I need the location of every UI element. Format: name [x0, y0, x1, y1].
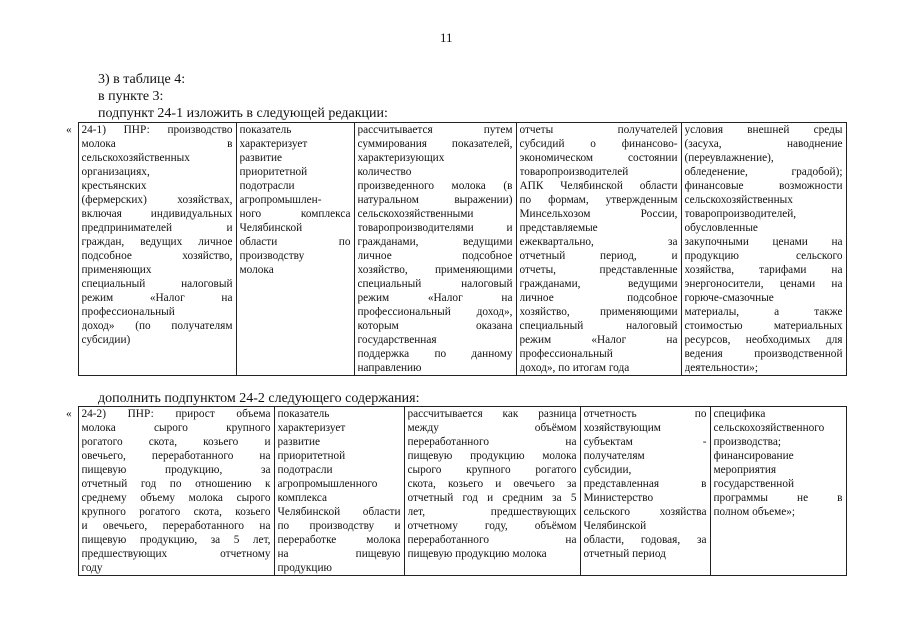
cell-text-line: специальный налоговый [357, 278, 513, 290]
cell-text-line: сырого крупного рогатого [407, 464, 577, 476]
cell-text-line: представленная в [583, 478, 707, 490]
cell-text-line: натуральном выражении) [357, 194, 513, 206]
cell-text-line: пищевую продукцию, за 5 лет, [81, 534, 271, 546]
cell-text-line: финансовые возможности [684, 180, 843, 192]
cell-text-line: отчеты получателей [519, 124, 678, 136]
cell-text-line: АПК Челябинской области [519, 180, 678, 192]
cell-text-line: (фермерских) хозяйствах, [81, 194, 233, 206]
cell-text-line: режим «Налог на [357, 292, 513, 304]
data-source-cell [580, 407, 710, 576]
factors-cell [681, 123, 846, 376]
cell-text-line: режим «Налог на [81, 292, 233, 304]
cell-text-line: по производству и [277, 520, 401, 532]
cell-text-line: которым оказана [357, 320, 513, 332]
cell-text-line: поддержка по данному [357, 348, 513, 360]
cell-text-line: товаропроизводителями и [357, 222, 513, 234]
cell-text-line: произведенного молока (в [357, 180, 513, 192]
cell-text-line: применяющих [81, 264, 152, 276]
cell-text-line: переработке молока [277, 534, 401, 546]
cell-text-line: закупочными ценами на [684, 236, 843, 248]
middle-line: дополнить подпунктом 24-2 следующего содержания: [98, 391, 420, 406]
cell-text-line: личное подсобное [357, 250, 513, 262]
cell-text-line: переработанного на [407, 436, 577, 448]
cell-text-line: деятельности»; [684, 362, 758, 374]
cell-text-line: характеризует [239, 138, 308, 150]
cell-text-line: отчетный период [583, 548, 666, 560]
cell-text-line: специфика [713, 408, 766, 420]
cell-text-line: по формам, утвержденным [519, 194, 678, 206]
cell-text-line: крупного рогатого скота, козьего [81, 506, 271, 518]
cell-text-line: подотрасли [239, 180, 295, 192]
cell-text-line: ведения производственной [684, 348, 843, 360]
cell-text-line: материалы, а также [684, 306, 843, 318]
cell-text-line: Челябинской [239, 222, 303, 234]
cell-text-line: субсидии) [81, 334, 131, 346]
cell-text-line: скота, козьего и овечьего за [407, 478, 577, 490]
cell-text-line: обледенение, градобой); [684, 166, 843, 178]
cell-text-line: продукцию [277, 562, 332, 574]
cell-text-line: предпринимателей и [81, 222, 233, 234]
cell-text-line: ресурсов, необходимых для [684, 334, 843, 346]
factors-cell [710, 407, 846, 576]
cell-text-line: отчетный период, и [519, 250, 678, 262]
cell-text-line: подотрасли [277, 464, 333, 476]
cell-text-line: пищевую продукцию молока [407, 548, 547, 560]
cell-text-line: получателям [583, 450, 645, 462]
cell-text-line: отчетность по [583, 408, 707, 420]
cell-text-line: Минсельхозом России, [519, 208, 678, 220]
cell-text-line: доход» (по получателям [81, 320, 233, 332]
cell-text-line: сельскохозяйственными [357, 208, 474, 220]
cell-text-line: характеризующих [357, 152, 445, 164]
cell-text-line: молока в [81, 138, 233, 150]
cell-text-line: молока [239, 264, 274, 276]
cell-text-line: профессиональный [519, 348, 613, 360]
cell-text-line: количество [357, 166, 412, 178]
cell-text-line: молока сырого крупного [81, 422, 271, 434]
cell-text-line: Министерство [583, 492, 654, 504]
cell-text-line: (засуха, наводнение [684, 138, 843, 150]
cell-text-line: организациях, [81, 166, 150, 178]
cell-text-line: между объёмом [407, 422, 577, 434]
cell-text-line: производству [239, 250, 305, 262]
indicator-description-cell [236, 123, 354, 376]
cell-text-line: товаропроизводителей [519, 166, 629, 178]
calculation-method-cell [404, 407, 580, 576]
cell-text-line: доход», по итогам года [519, 362, 630, 374]
cell-text-line: производства; [713, 436, 781, 448]
cell-text-line: сельскохозяйственных [81, 152, 190, 164]
cell-text-line: рассчитывается как разница [407, 408, 577, 420]
page-number: 11 [440, 30, 453, 45]
cell-text-line: гражданами, ведущими [357, 236, 513, 248]
cell-text-line: отчетному году, объёмом [407, 520, 577, 532]
cell-text-line: направлению [357, 362, 422, 374]
cell-text-line: стоимостью материальных [684, 320, 843, 332]
cell-text-line: граждан, ведущих личное [81, 236, 233, 248]
indicator-name-cell [78, 123, 236, 376]
cell-text-line: агропромышленного [277, 478, 378, 490]
cell-text-line: хозяйствующим [583, 422, 661, 434]
cell-text-line: 24-1) ПНР: производство [81, 124, 233, 136]
cell-text-line: хозяйство, применяющими [357, 264, 513, 276]
cell-text-line: личное подсобное [519, 292, 678, 304]
cell-text-line: государственной [713, 478, 795, 490]
cell-text-line: хозяйство, применяющими [519, 306, 678, 318]
cell-text-line: финансирование [713, 450, 794, 462]
cell-text-line: показатель [239, 124, 292, 136]
cell-text-line: рассчитывается путем [357, 124, 513, 136]
table-row [60, 123, 846, 376]
cell-text-line: переработанного на [407, 534, 577, 546]
opening-quote: « [60, 123, 78, 376]
cell-text-line: характеризует [277, 422, 346, 434]
opening-quote: « [60, 407, 78, 576]
cell-text-line: отчетный год по отношению к [81, 478, 271, 490]
cell-text-line: экономическом состоянии [519, 152, 678, 164]
cell-text-line: предшествующих отчетному [81, 548, 271, 560]
cell-text-line: включая индивидуальных [81, 208, 233, 220]
cell-text-line: показатель [277, 408, 330, 420]
cell-text-line: сельскохозяйственного [713, 422, 825, 434]
cell-text-line: приоритетной [239, 166, 308, 178]
cell-text-line: рогатого скота, козьего и [81, 436, 271, 448]
indicator-description-cell [274, 407, 404, 576]
cell-text-line: области, годовая, за [583, 534, 707, 546]
cell-text-line: продукцию сельского [684, 250, 843, 262]
cell-text-line: пищевую продукцию, за [81, 464, 271, 476]
cell-text-line: товаропроизводителей, [684, 208, 797, 220]
cell-text-line: специальный налоговый [519, 320, 678, 332]
cell-text-line: и овечьего, переработанного на [81, 520, 271, 532]
cell-text-line: обусловленные [684, 222, 758, 234]
cell-text-line: программы не в [713, 492, 843, 504]
cell-text-line: субсидии, [583, 464, 632, 476]
cell-text-line: отчеты, представленные [519, 264, 678, 276]
cell-text-line: лет, предшествующих [407, 506, 577, 518]
cell-text-line: на пищевую [277, 548, 401, 560]
calculation-method-cell [354, 123, 516, 376]
cell-text-line: сельскохозяйственных [684, 194, 793, 206]
cell-text-line: государственная [357, 334, 437, 346]
cell-text-line: специальный налоговый [81, 278, 233, 290]
cell-text-line: развитие [239, 152, 283, 164]
cell-text-line: условия внешней среды [684, 124, 843, 136]
cell-text-line: субъектам - [583, 436, 707, 448]
cell-text-line: Челябинской [583, 520, 647, 532]
cell-text-line: сельского хозяйства [583, 506, 707, 518]
cell-text-line: приоритетной [277, 450, 346, 462]
cell-text-line: развитие [277, 436, 321, 448]
cell-text-line: ежеквартально, за [519, 236, 678, 248]
cell-text-line: ного комплекса [239, 208, 351, 220]
cell-text-line: горюче-смазочные [684, 292, 774, 304]
cell-text-line: пищевую продукцию молока [407, 450, 577, 462]
cell-text-line: мероприятия [713, 464, 777, 476]
cell-text-line: полном объеме»; [713, 506, 796, 518]
cell-text-line: (переувлажнение), [684, 152, 774, 164]
cell-text-line: режим «Налог на [519, 334, 678, 346]
cell-text-line: гражданами, ведущими [519, 278, 678, 290]
intro-line-3: подпункт 24-1 изложить в следующей редакции: [98, 106, 388, 121]
cell-text-line: комплекса [277, 492, 328, 504]
data-source-cell [516, 123, 681, 376]
cell-text-line: крестьянских [81, 180, 147, 192]
intro-line-2: в пункте 3: [98, 89, 164, 104]
cell-text-line: профессиональный доход», [357, 306, 513, 318]
indicator-name-cell [78, 407, 274, 576]
table-subpoint-24-1 [60, 122, 847, 376]
cell-text-line: профессиональный [81, 306, 175, 318]
cell-text-line: Челябинской области [277, 506, 401, 518]
cell-text-line: энергоносители, ценами на [684, 278, 843, 290]
table-subpoint-24-2 [60, 406, 847, 576]
cell-text-line: хозяйства, тарифами на [684, 264, 843, 276]
cell-text-line: субсидий о финансово- [519, 138, 678, 150]
cell-text-line: отчетный год и средним за 5 [407, 492, 577, 504]
cell-text-line: 24-2) ПНР: прирост объема [81, 408, 271, 420]
cell-text-line: агропромышлен- [239, 194, 322, 206]
cell-text-line: среднему объему молока сырого [81, 492, 271, 504]
table-row [60, 407, 846, 576]
cell-text-line: области по [239, 236, 351, 248]
cell-text-line: суммирования показателей, [357, 138, 513, 150]
cell-text-line: году [81, 562, 103, 574]
cell-text-line: подсобное хозяйство, [81, 250, 233, 262]
intro-line-1: 3) в таблице 4: [98, 72, 186, 87]
cell-text-line: овечьего, переработанного на [81, 450, 271, 462]
cell-text-line: представляемые [519, 222, 598, 234]
